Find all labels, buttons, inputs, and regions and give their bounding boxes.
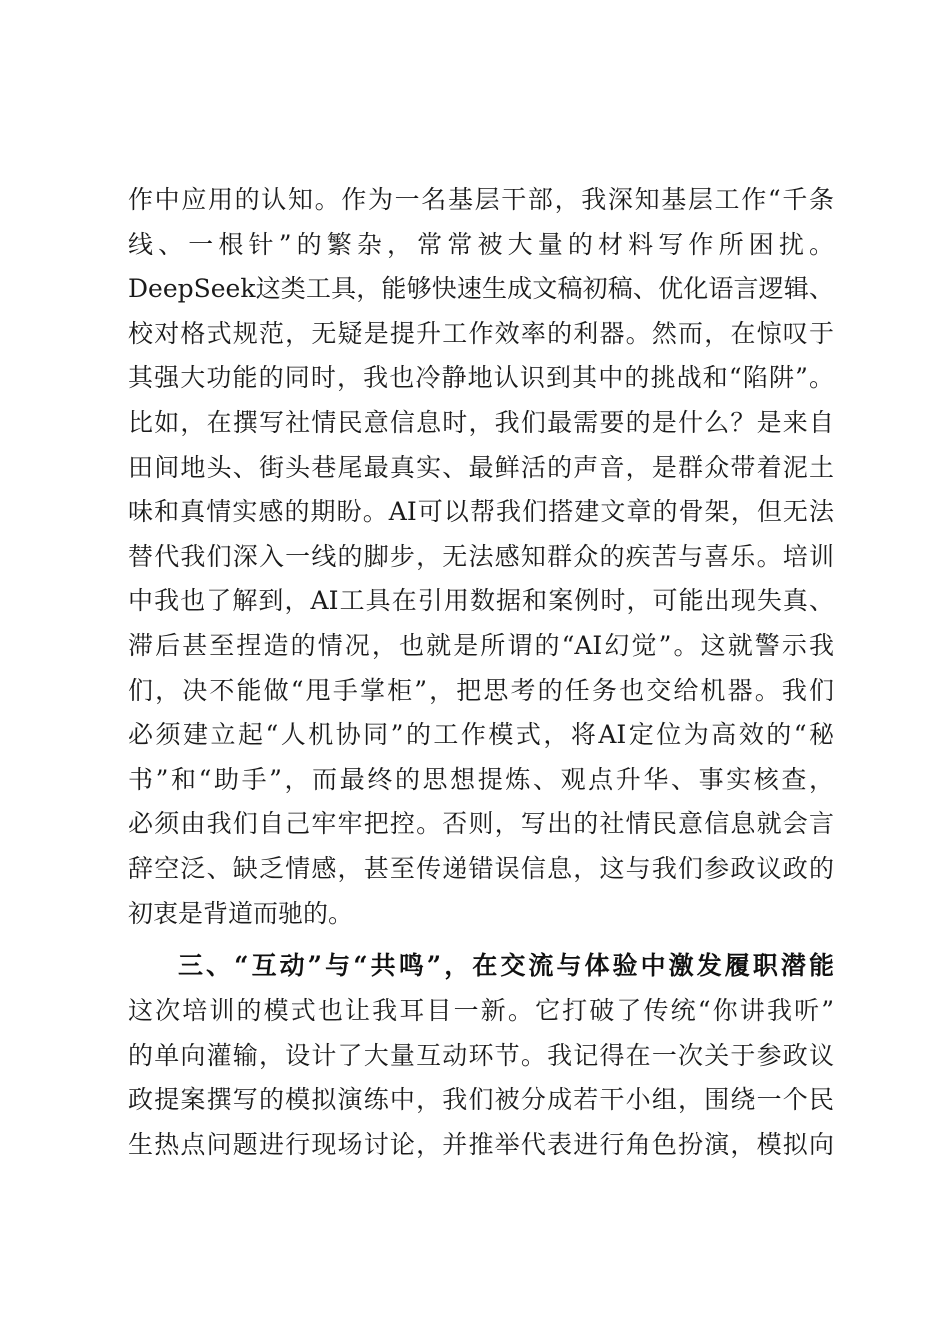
paragraph-line: DeepSeek这类工具，能够快速生成文稿初稿、优化语言逻辑、 bbox=[128, 274, 834, 304]
paragraph-line: 们，决不能做“甩手掌柜”，把思考的任务也交给机器。我们 bbox=[128, 675, 834, 705]
paragraph-line: 作中应用的认知。作为一名基层干部，我深知基层工作“千条 bbox=[128, 185, 834, 214]
section-heading: 三、“互动”与“共鸣”，在交流与体验中激发履职潜能 bbox=[178, 951, 834, 980]
paragraph-line: 必须建立起“人机协同”的工作模式，将AI定位为高效的“秘 bbox=[128, 720, 834, 750]
paragraph-line: 书”和“助手”，而最终的思想提炼、观点升华、事实核查， bbox=[128, 764, 834, 794]
body-paragraph-2 bbox=[128, 989, 834, 1167]
paragraph-line: 田间地头、街头巷尾最真实、最鲜活的声音，是群众带着泥土 bbox=[128, 452, 834, 482]
paragraph-line: 替代我们深入一线的脚步，无法感知群众的疾苦与喜乐。培训 bbox=[128, 541, 834, 571]
paragraph-line: 中我也了解到，AI工具在引用数据和案例时，可能出现失真、 bbox=[128, 586, 834, 616]
paragraph-line: 比如，在撰写社情民意信息时，我们最需要的是什么？是来自 bbox=[128, 407, 834, 437]
paragraph-line: 滞后甚至捏造的情况，也就是所谓的“AI幻觉”。这就警示我 bbox=[128, 630, 834, 660]
paragraph-line: 线、一根针”的繁杂，常常被大量的材料写作所困扰。 bbox=[128, 229, 834, 259]
body-paragraph-1 bbox=[128, 178, 834, 936]
paragraph-line: 政提案撰写的模拟演练中，我们被分成若干小组，围绕一个民 bbox=[128, 1085, 834, 1115]
paragraph-line: 生热点问题进行现场讨论，并推举代表进行角色扮演，模拟向 bbox=[128, 1129, 834, 1159]
paragraph-line: 其强大功能的同时，我也冷静地认识到其中的挑战和“陷阱”。 bbox=[128, 363, 834, 393]
paragraph-line: 辞空泛、缺乏情感，甚至传递错误信息，这与我们参政议政的 bbox=[128, 853, 834, 883]
paragraph-line: 初衷是背道而驰的。 bbox=[128, 898, 354, 928]
paragraph-line: 校对格式规范，无疑是提升工作效率的利器。然而，在惊叹于 bbox=[128, 318, 834, 348]
paragraph-line: 味和真情实感的期盼。AI可以帮我们搭建文章的骨架，但无法 bbox=[128, 497, 834, 527]
paragraph-line: 的单向灌输，设计了大量互动环节。我记得在一次关于参政议 bbox=[128, 1040, 834, 1070]
paragraph-line: 必须由我们自己牢牢把控。否则，写出的社情民意信息就会言 bbox=[128, 809, 834, 839]
paragraph-line: 这次培训的模式也让我耳目一新。它打破了传统“你讲我听” bbox=[128, 996, 834, 1025]
